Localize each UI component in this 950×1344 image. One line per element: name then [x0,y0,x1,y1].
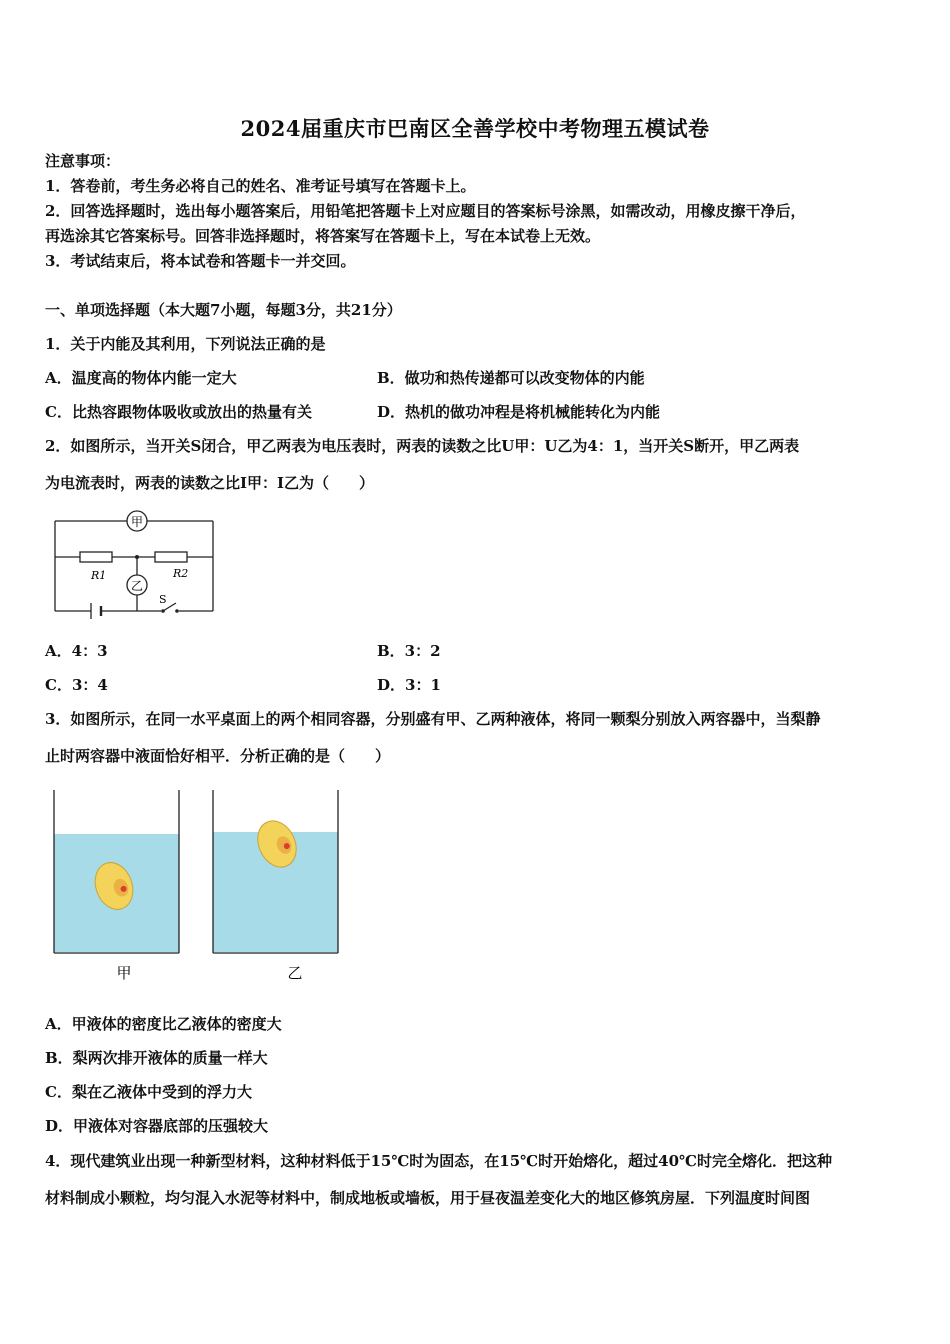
junction-dot [135,555,139,559]
r1-label: R1 [91,569,107,582]
battery-icon [91,603,101,619]
notice-item: 再选涂其它答案标号。回答非选择题时，将答案写在答题卡上，写在本试卷上无效。 [45,227,601,245]
q1-option-b: B．做功和热传递都可以改变物体的内能 [377,369,645,387]
meter-yi-icon [127,575,147,595]
switch-label: S [159,593,167,606]
meter-jia-icon [127,511,147,531]
q1-option-c: C．比热容跟物体吸收或放出的热量有关 [45,403,312,421]
q2-option-a: A．4：3 [45,642,108,660]
question-3-stem: 3．如图所示，在同一水平桌面上的两个相同容器，分别盛有甲、乙两种液体，将同一颗梨分别放入两容器中，当梨静 [45,710,821,728]
question-2-stem: 2．如图所示，当开关S闭合，甲乙两表为电压表时，两表的读数之比U甲：U乙为4：1，当开关S断开，甲乙两表 [45,437,800,455]
q2-option-b: B．3：2 [377,642,441,660]
question-3-stem-cont: 止时两容器中液面恰好相平．分析正确的是（ ） [45,747,391,765]
section-heading: 一、单项选择题（本大题7小题，每题3分，共21分） [45,301,402,319]
question-2-stem-cont: 为电流表时，两表的读数之比I甲：I乙为（ ） [45,474,375,492]
meter-yi-label: 乙 [130,579,144,593]
notice-heading: 注意事项： [45,152,121,170]
question-1-stem: 1．关于内能及其利用，下列说法正确的是 [45,335,326,353]
q1-option-a: A．温度高的物体内能一定大 [45,369,237,387]
q3-option-d: D．甲液体对容器底部的压强较大 [45,1117,269,1135]
meter-jia-label: 甲 [130,515,144,529]
q2-option-d: D．3：1 [377,676,441,694]
notice-item: 3．考试结束后，将本试卷和答题卡一并交回。 [45,252,356,270]
q2-option-c: C．3：4 [45,676,108,694]
q3-option-a: A．甲液体的密度比乙液体的密度大 [45,1015,282,1033]
container-yi-label: 乙 [287,964,303,982]
page-title: 2024届重庆市巴南区全善学校中考物理五模试卷 [240,116,710,141]
notice-item: 1．答卷前，考生务必将自己的姓名、准考证号填写在答题卡上。 [45,177,476,195]
question-4-stem-cont: 材料制成小颗粒，均匀混入水泥等材料中，制成地板或墙板，用于昼夜温差变化大的地区修筑房屋．下列温度时间图 [45,1189,811,1207]
q3-option-b: B．梨两次排开液体的质量一样大 [45,1049,268,1067]
q1-option-d: D．热机的做功冲程是将机械能转化为内能 [377,403,661,421]
r2-label: R2 [173,567,189,580]
q3-option-c: C．梨在乙液体中受到的浮力大 [45,1083,252,1101]
circuit-diagram [45,505,225,623]
resistor-r1-icon [80,552,112,562]
containers-figure [50,786,345,986]
container-jia-label: 甲 [116,964,132,982]
question-4-stem: 4．现代建筑业出现一种新型材料，这种材料低于15℃时为固态，在15℃时开始熔化，超过40℃时完全熔化．把这种 [45,1152,832,1170]
resistor-r2-icon [155,552,187,562]
notice-item: 2．回答选择题时，选出每小题答案后，用铅笔把答题卡上对应题目的答案标号涂黑，如需改动，用橡皮擦干净后， [45,202,806,220]
